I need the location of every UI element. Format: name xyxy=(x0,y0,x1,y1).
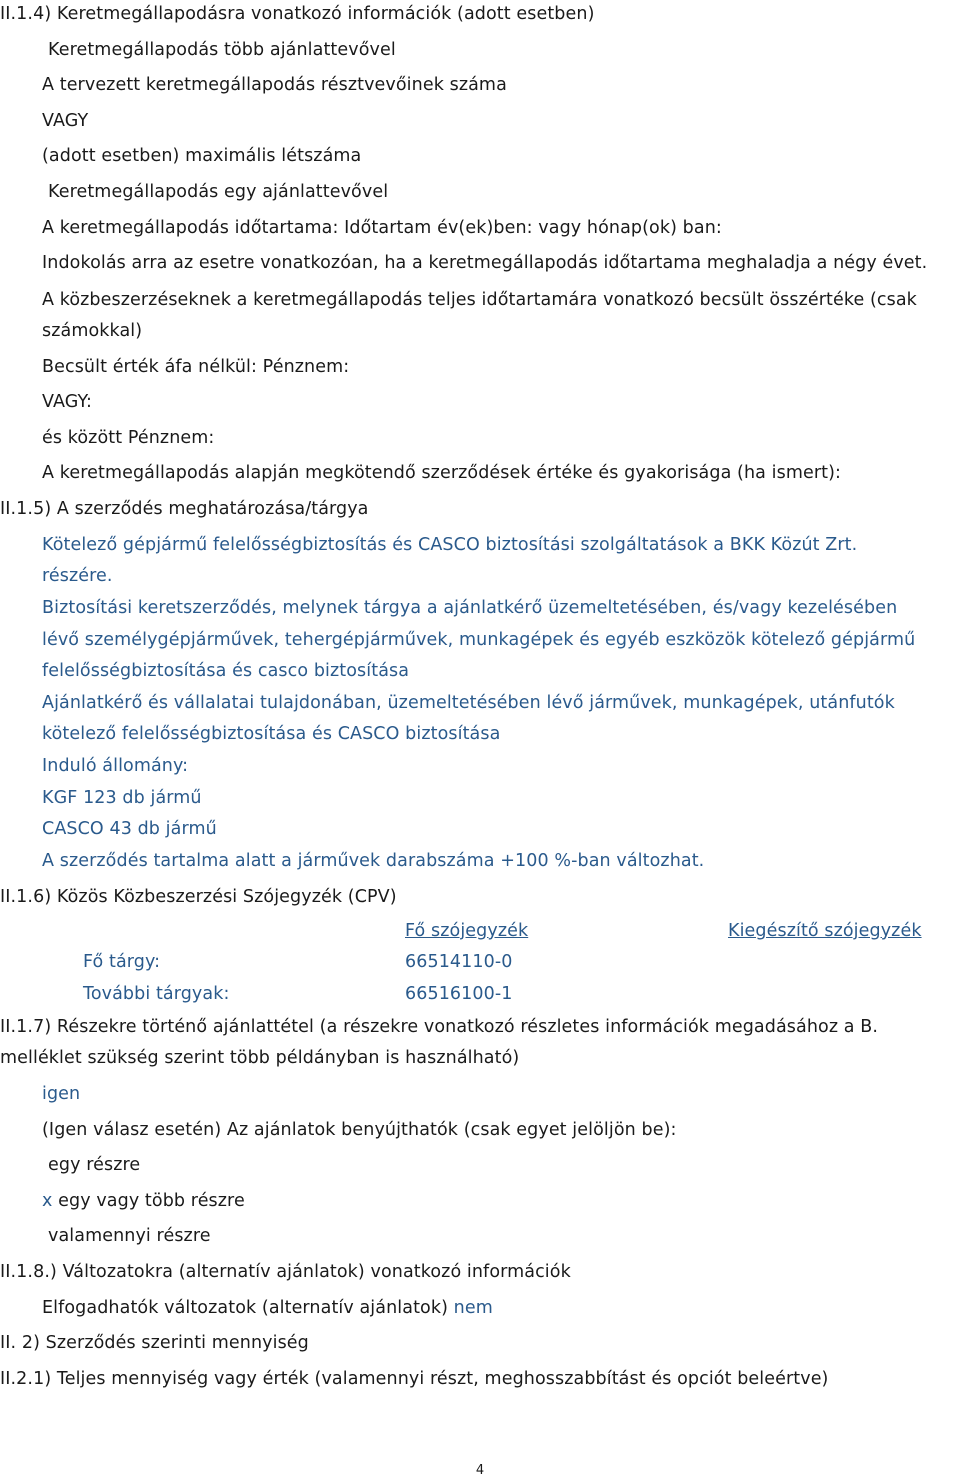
contract-description-line: Kötelező gépjármű felelősségbiztosítás és CASCO biztosítási szolgáltatások a BKK Közút Zrt. xyxy=(42,535,858,555)
section-ii-2-heading: II. 2) Szerződés szerinti mennyiség xyxy=(0,1333,309,1353)
or-label: VAGY xyxy=(42,111,89,131)
contract-description-line: Induló állomány: xyxy=(42,756,189,776)
option-one-lot: egy részre xyxy=(48,1155,141,1175)
contract-description-line: KGF 123 db jármű xyxy=(42,788,202,808)
contract-description-line: felelősségbiztosítása és casco biztosítása xyxy=(42,661,410,681)
cpv-main-vocabulary-header: Fő szójegyzék xyxy=(405,921,529,941)
section-ii-1-4-heading: II.1.4) Keretmegállapodásra vonatkozó információk (adott esetben) xyxy=(0,4,595,24)
section-ii-2-1-heading: II.2.1) Teljes mennyiség vagy érték (valamennyi részt, meghosszabbítást és opciót beleértve) xyxy=(0,1369,829,1389)
single-operator-label: Keretmegállapodás egy ajánlattevővel xyxy=(48,182,389,202)
contract-description-line: kötelező felelősségbiztosítása és CASCO biztosítása xyxy=(42,724,501,744)
estimated-value-label-cont: számokkal) xyxy=(42,321,143,341)
section-ii-1-6-heading: II.1.6) Közös Közbeszerzési Szójegyzék (CPV) xyxy=(0,887,397,907)
lots-answer: igen xyxy=(42,1084,81,1104)
cpv-additional-objects-code: 66516100-1 xyxy=(405,984,513,1004)
participants-count-label: A tervezett keretmegállapodás résztvevőinek száma xyxy=(42,75,507,95)
estimated-value-label: A közbeszerzéseknek a keretmegállapodás teljes időtartamára vonatkozó becsült összértéke (csak xyxy=(42,290,917,310)
contract-description-line: Biztosítási keretszerződés, melynek tárgya a ajánlatkérő üzemeltetésében, és/vagy kezelésében xyxy=(42,598,898,618)
section-ii-1-8-heading: II.1.8.) Változatokra (alternatív ajánlatok) vonatkozó információk xyxy=(0,1262,571,1282)
lots-submission-label: (Igen válasz esetén) Az ajánlatok benyújthatók (csak egyet jelöljön be): xyxy=(42,1120,677,1140)
variants-label: Elfogadhatók változatok (alternatív ajánlatok) xyxy=(42,1298,454,1318)
or-label: VAGY: xyxy=(42,392,92,412)
cpv-additional-objects-label: További tárgyak: xyxy=(83,984,230,1004)
cpv-main-object-code: 66514110-0 xyxy=(405,952,513,972)
option-one-or-more-label: egy vagy több részre xyxy=(52,1191,245,1211)
section-ii-1-7-heading-cont: melléklet szükség szerint több példányban is használható) xyxy=(0,1048,520,1068)
option-one-or-more-lots xyxy=(42,1190,245,1212)
range-label: és között Pénznem: xyxy=(42,428,215,448)
page-number: 4 xyxy=(475,1463,485,1478)
cpv-supplementary-vocabulary-header: Kiegészítő szójegyzék xyxy=(728,921,922,941)
contract-description-line: Ajánlatkérő és vállalatai tulajdonában, üzemeltetésében lévő járművek, munkagépek, utánfutók xyxy=(42,693,895,713)
estimated-value-excl-vat-label: Becsült érték áfa nélkül: Pénznem: xyxy=(42,357,350,377)
contracts-value-label: A keretmegállapodás alapján megkötendő szerződések értéke és gyakorisága (ha ismert): xyxy=(42,463,842,483)
variants-row xyxy=(42,1297,493,1319)
contract-description-line: lévő személygépjárművek, tehergépjárművek, munkagépek és egyéb eszközök kötelező gépjármű xyxy=(42,630,916,650)
cpv-main-object-label: Fő tárgy: xyxy=(83,952,161,972)
section-ii-1-5-heading: II.1.5) A szerződés meghatározása/tárgya xyxy=(0,499,369,519)
max-participants-label: (adott esetben) maximális létszáma xyxy=(42,146,362,166)
contract-description-line: részére. xyxy=(42,566,113,586)
contract-description-line: CASCO 43 db jármű xyxy=(42,819,217,839)
several-operators-label: Keretmegállapodás több ajánlattevővel xyxy=(48,40,396,60)
section-ii-1-7-heading: II.1.7) Részekre történő ajánlattétel (a részekre vonatkozó részletes információk megadásához a B. xyxy=(0,1017,879,1037)
option-all-lots: valamennyi részre xyxy=(48,1226,211,1246)
contract-description-line: A szerződés tartalma alatt a járművek darabszáma +100 %-ban változhat. xyxy=(42,851,705,871)
selected-mark: x xyxy=(42,1191,53,1211)
variants-value: nem xyxy=(453,1298,493,1318)
duration-label: A keretmegállapodás időtartama: Időtartam év(ek)ben: vagy hónap(ok) ban: xyxy=(42,218,722,238)
justification-label: Indokolás arra az esetre vonatkozóan, ha a keretmegállapodás időtartama meghaladja a négy évet. xyxy=(42,253,928,273)
